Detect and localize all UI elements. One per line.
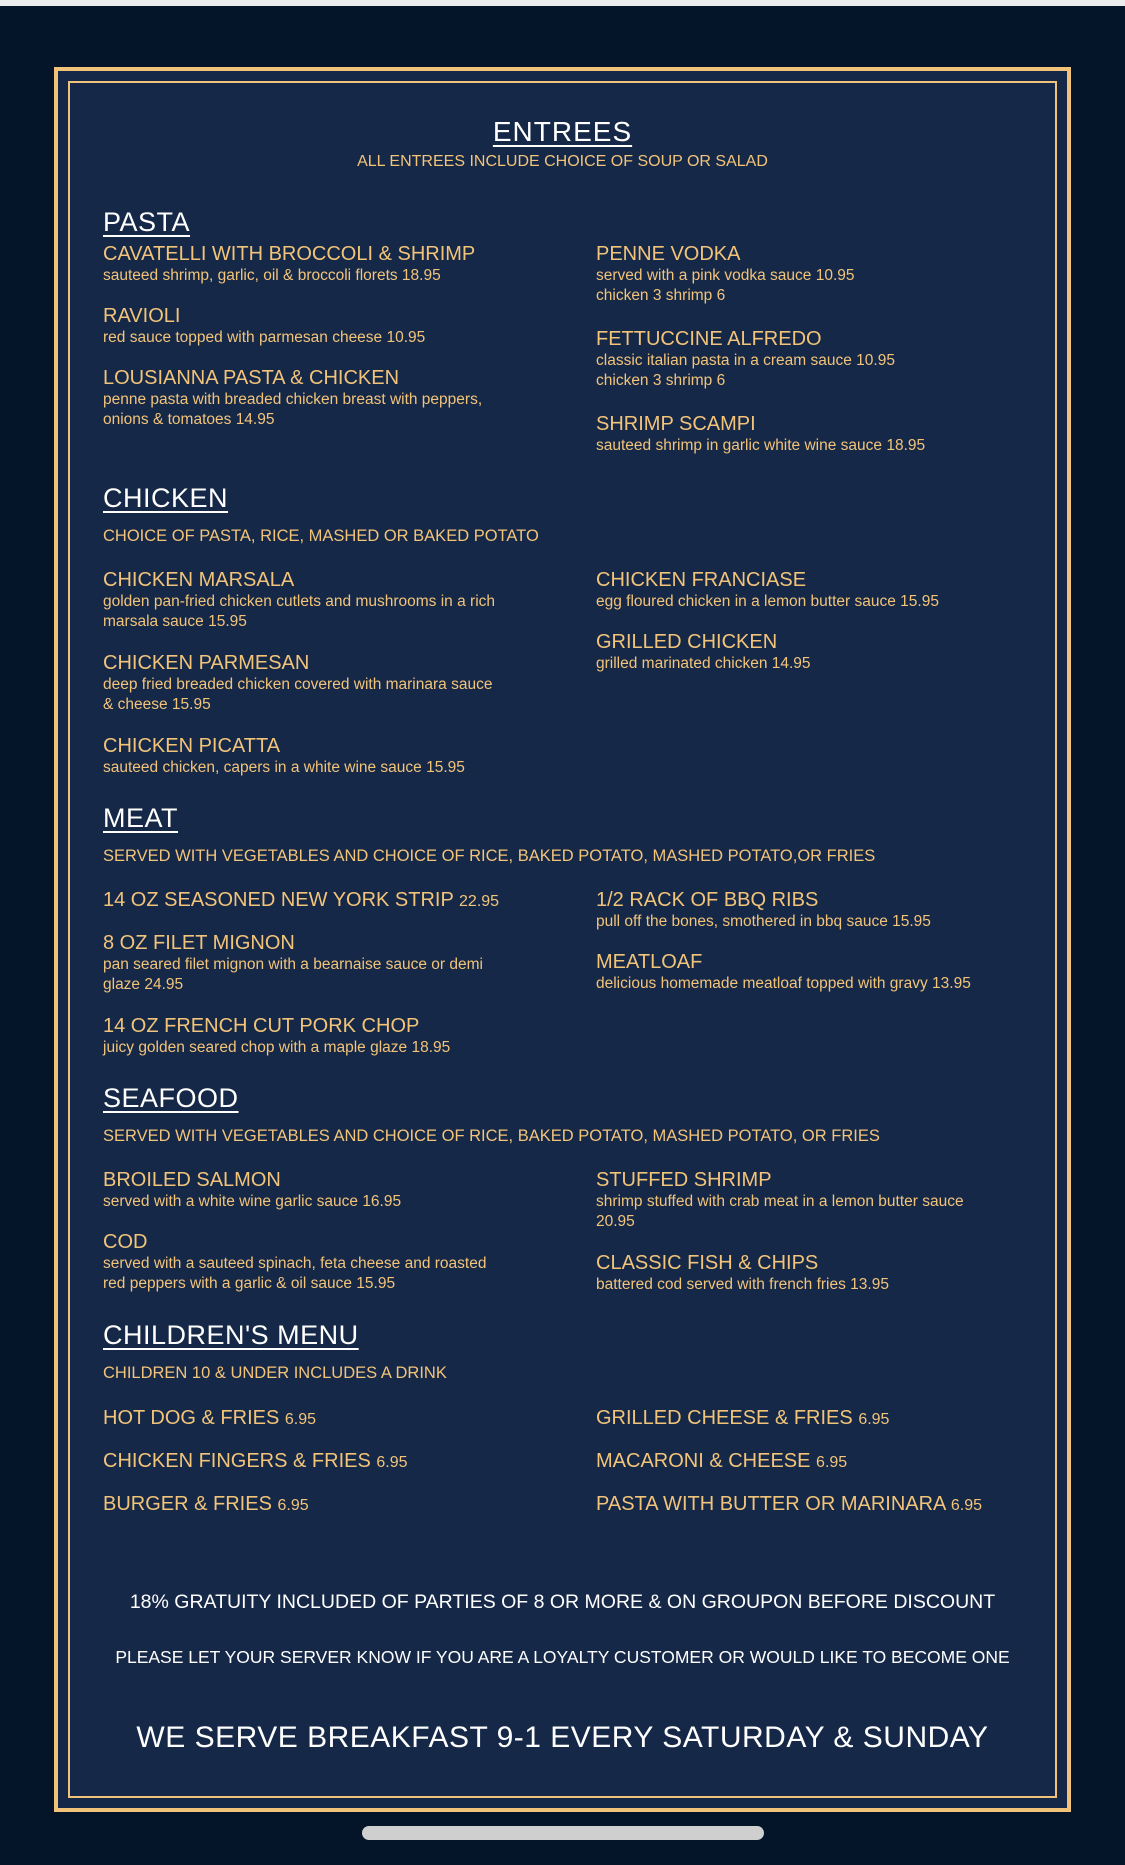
menu-item-meatloaf [596, 951, 1026, 994]
section-sub-children: CHILDREN 10 & UNDER INCLUDES A DRINK [103, 1364, 447, 1382]
menu-item-hot-dog [103, 1407, 533, 1431]
item-description: classic italian pasta in a cream sauce 10.95 [596, 352, 895, 369]
item-name: 8 OZ FILET MIGNON [103, 932, 295, 954]
menu-subtitle: ALL ENTREES INCLUDE CHOICE OF SOUP OR SALAD [357, 153, 768, 170]
item-description-line2: glaze 24.95 [103, 976, 184, 993]
item-name-text: GRILLED CHEESE & FRIES [596, 1407, 853, 1429]
item-name: LOUSIANNA PASTA & CHICKEN [103, 367, 400, 389]
item-price: 22.95 [459, 893, 500, 910]
item-description: grilled marinated chicken 14.95 [596, 655, 811, 672]
menu-item-burger [103, 1493, 533, 1517]
section-heading-pasta: PASTA [103, 207, 191, 237]
section-heading-seafood: SEAFOOD [103, 1083, 239, 1113]
item-description-line2: onions & tomatoes 14.95 [103, 411, 275, 428]
top-status-strip [0, 0, 1125, 6]
menu-item-fettuccine [596, 328, 1026, 391]
item-name [596, 1450, 1026, 1474]
menu-card [54, 67, 1071, 1812]
item-name-text: 14 OZ SEASONED NEW YORK STRIP [103, 889, 454, 911]
item-name: FETTUCCINE ALFREDO [596, 328, 822, 350]
menu-item-pork-chop [103, 1015, 533, 1058]
item-name [596, 1493, 1026, 1517]
item-name-text: MACARONI & CHEESE [596, 1450, 811, 1472]
menu-item-chicken-marsala [103, 569, 533, 632]
item-description: sauteed shrimp in garlic white wine sauce 18.95 [596, 437, 926, 454]
item-name: 14 OZ FRENCH CUT PORK CHOP [103, 1015, 420, 1037]
item-name-text: CHICKEN FINGERS & FRIES [103, 1450, 371, 1472]
menu-item-ravioli [103, 305, 533, 348]
item-name: CLASSIC FISH & CHIPS [596, 1252, 819, 1274]
item-description: pan seared filet mignon with a bearnaise sauce or demi [103, 956, 483, 973]
item-name: MEATLOAF [596, 951, 703, 973]
item-description: juicy golden seared chop with a maple glaze 18.95 [103, 1039, 451, 1056]
menu-item-cavatelli [103, 243, 533, 286]
item-description-line2: chicken 3 shrimp 6 [596, 372, 726, 389]
item-description: sauteed chicken, capers in a white wine sauce 15.95 [103, 759, 465, 776]
item-description: pull off the bones, smothered in bbq sauce 15.95 [596, 913, 931, 930]
item-description: served with a pink vodka sauce 10.95 [596, 267, 855, 284]
menu-item-bbq-ribs [596, 889, 1026, 932]
menu-item-ny-strip [103, 889, 533, 913]
item-description: shrimp stuffed with crab meat in a lemon butter sauce [596, 1193, 964, 1210]
item-price: 6.95 [950, 1497, 982, 1514]
item-name: SHRIMP SCAMPI [596, 413, 756, 435]
item-name-text: BURGER & FRIES [103, 1493, 272, 1515]
section-sub-seafood: SERVED WITH VEGETABLES AND CHOICE OF RICE, BAKED POTATO, MASHED POTATO, OR FRIES [103, 1127, 880, 1145]
item-price: 6.95 [284, 1411, 317, 1428]
item-name-text: PASTA WITH BUTTER OR MARINARA [596, 1493, 946, 1515]
loyalty-note: PLEASE LET YOUR SERVER KNOW IF YOU ARE A LOYALTY CUSTOMER OR WOULD LIKE TO BECOME ONE [115, 1647, 1010, 1667]
breakfast-note: WE SERVE BREAKFAST 9-1 EVERY SATURDAY & SUNDAY [136, 1721, 989, 1754]
item-description: battered cod served with french fries 13.95 [596, 1276, 889, 1293]
item-price: 6.95 [858, 1411, 890, 1428]
menu-item-stuffed-shrimp [596, 1169, 1026, 1232]
item-name: CAVATELLI WITH BROCCOLI & SHRIMP [103, 243, 476, 265]
section-heading-chicken: CHICKEN [103, 483, 229, 513]
menu-item-chicken-fingers [103, 1450, 533, 1474]
item-name [103, 1493, 533, 1517]
section-heading-meat: MEAT [103, 803, 178, 833]
menu-item-grilled-cheese [596, 1407, 1026, 1431]
item-description-line2: & cheese 15.95 [103, 696, 211, 713]
item-description: deep fried breaded chicken covered with marinara sauce [103, 676, 493, 693]
menu-item-chicken-picatta [103, 735, 533, 778]
item-name: CHICKEN PICATTA [103, 735, 281, 757]
menu-item-chicken-franciase [596, 569, 1026, 612]
menu-item-filet-mignon [103, 932, 533, 995]
item-description-line2: red peppers with a garlic & oil sauce 15.95 [103, 1275, 396, 1292]
menu-title: ENTREES [492, 116, 633, 147]
item-description: egg floured chicken in a lemon butter sauce 15.95 [596, 593, 939, 610]
item-description: penne pasta with breaded chicken breast with peppers, [103, 391, 483, 408]
item-name: STUFFED SHRIMP [596, 1169, 772, 1191]
item-name: RAVIOLI [103, 305, 181, 327]
item-description: served with a white wine garlic sauce 16.95 [103, 1193, 402, 1210]
item-name: CHICKEN FRANCIASE [596, 569, 807, 591]
item-name-text: HOT DOG & FRIES [103, 1407, 280, 1429]
item-name: BROILED SALMON [103, 1169, 281, 1191]
item-description: red sauce topped with parmesan cheese 10.95 [103, 329, 426, 346]
item-name: COD [103, 1231, 148, 1253]
item-name [103, 1450, 533, 1474]
section-sub-chicken: CHOICE OF PASTA, RICE, MASHED OR BAKED POTATO [103, 527, 539, 545]
item-description: delicious homemade meatloaf topped with gravy 13.95 [596, 975, 971, 992]
menu-item-mac-cheese [596, 1450, 1026, 1474]
menu-item-grilled-chicken [596, 631, 1026, 674]
item-price: 6.95 [277, 1497, 309, 1514]
item-description-line2: 20.95 [596, 1213, 635, 1230]
menu-item-shrimp-scampi [596, 413, 1026, 456]
item-name [596, 1407, 1026, 1431]
menu-item-chicken-parmesan [103, 652, 533, 715]
menu-item-pasta-butter [596, 1493, 1026, 1517]
item-name: CHICKEN PARMESAN [103, 652, 310, 674]
item-name: GRILLED CHICKEN [596, 631, 778, 653]
menu-item-lousianna [103, 367, 533, 430]
item-description-line2: chicken 3 shrimp 6 [596, 287, 726, 304]
section-sub-meat: SERVED WITH VEGETABLES AND CHOICE OF RICE, BAKED POTATO, MASHED POTATO,OR FRIES [103, 847, 876, 865]
item-name: PENNE VODKA [596, 243, 741, 265]
item-name: 1/2 RACK OF BBQ RIBS [596, 889, 819, 911]
item-price: 6.95 [376, 1454, 408, 1471]
item-name [103, 1407, 533, 1431]
menu-item-broiled-salmon [103, 1169, 533, 1212]
section-heading-children: CHILDREN'S MENU [103, 1320, 359, 1350]
item-description: served with a sauteed spinach, feta cheese and roasted [103, 1255, 487, 1272]
item-name [103, 889, 533, 913]
item-price: 6.95 [816, 1454, 848, 1471]
gratuity-note: 18% GRATUITY INCLUDED OF PARTIES OF 8 OR MORE & ON GROUPON BEFORE DISCOUNT [129, 1591, 996, 1613]
menu-item-fish-chips [596, 1252, 1026, 1295]
item-description: golden pan-fried chicken cutlets and mushrooms in a rich [103, 593, 496, 610]
menu-item-penne-vodka [596, 243, 1026, 306]
item-name: CHICKEN MARSALA [103, 569, 295, 591]
item-description: sauteed shrimp, garlic, oil & broccoli florets 18.95 [103, 267, 441, 284]
item-description-line2: marsala sauce 15.95 [103, 613, 247, 630]
home-indicator[interactable] [362, 1826, 764, 1840]
menu-item-cod [103, 1231, 533, 1294]
